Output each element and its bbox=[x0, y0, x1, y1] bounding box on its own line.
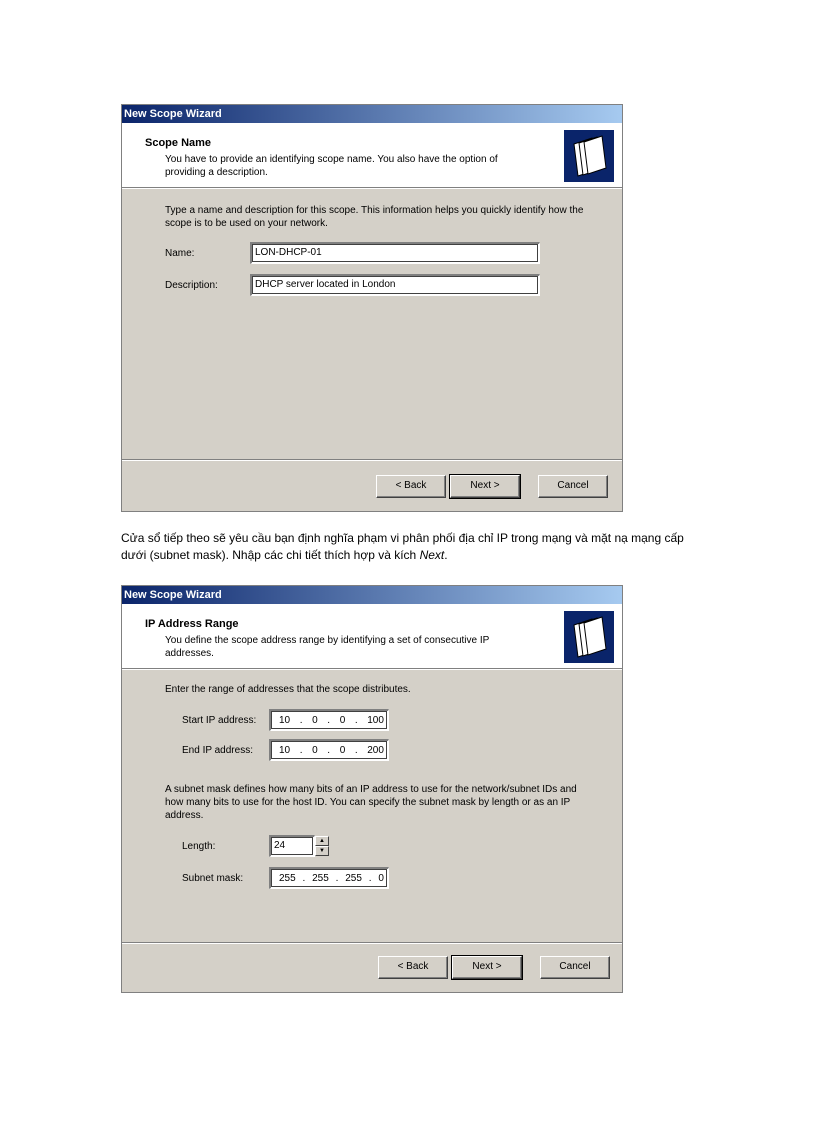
footer-separator bbox=[122, 942, 622, 944]
wizard-header bbox=[122, 123, 622, 188]
name-label: Name: bbox=[165, 248, 195, 259]
ip-octet: 0 bbox=[339, 714, 346, 726]
ip-octet: 0 bbox=[312, 744, 318, 756]
wizard-body bbox=[122, 188, 622, 466]
length-spinner[interactable] bbox=[315, 836, 329, 856]
folders-icon bbox=[564, 130, 614, 182]
description-input[interactable]: DHCP server located in London bbox=[250, 274, 540, 296]
scope-name-wizard-window bbox=[121, 104, 623, 512]
cancel-button[interactable]: Cancel bbox=[538, 475, 608, 498]
wizard-body bbox=[122, 669, 622, 947]
folders-icon bbox=[564, 611, 614, 663]
ip-octet: 255 bbox=[345, 872, 362, 884]
header-title: IP Address Range bbox=[145, 618, 239, 630]
ip-octet: 0 bbox=[312, 714, 318, 726]
intro-text: Type a name and description for this scope. This information helps you quickly identify how the scope is to be used on your network. bbox=[165, 205, 584, 229]
start-ip-label: Start IP address: bbox=[182, 715, 257, 726]
paragraph-emphasis: Next bbox=[419, 548, 445, 562]
wizard-header bbox=[122, 604, 622, 669]
ip-octet: 10 bbox=[279, 714, 291, 726]
subnet-mask-input[interactable]: 255 . 255 . 255 . 0 bbox=[269, 867, 389, 889]
ip-octet: 0 bbox=[339, 744, 346, 756]
footer-separator bbox=[122, 459, 622, 461]
ip-octet: 100 bbox=[367, 714, 384, 726]
header-description: You have to provide an identifying scope name. You also have the option of providing a description. bbox=[165, 154, 498, 178]
ip-octet: 255 bbox=[312, 872, 329, 884]
ip-range-wizard-window bbox=[121, 585, 623, 993]
end-ip-input[interactable]: 10 . 0 . 0 . 200 bbox=[269, 739, 389, 761]
paragraph-end: . bbox=[444, 548, 448, 562]
description-label: Description: bbox=[165, 280, 218, 291]
ip-octet: 200 bbox=[367, 744, 384, 756]
back-button[interactable]: < Back bbox=[378, 956, 448, 979]
length-label: Length: bbox=[182, 841, 216, 852]
back-button[interactable]: < Back bbox=[376, 475, 446, 498]
window-title: New Scope Wizard bbox=[122, 586, 622, 604]
next-button[interactable]: Next > bbox=[452, 956, 522, 979]
end-ip-label: End IP address: bbox=[182, 745, 253, 756]
ip-octet: 10 bbox=[279, 744, 291, 756]
spin-down-icon[interactable]: ▼ bbox=[315, 846, 329, 856]
header-description: You define the scope address range by identifying a set of consecutive IP addresses. bbox=[165, 635, 490, 659]
subnet-mask-label: Subnet mask: bbox=[182, 873, 244, 884]
intro-text: Enter the range of addresses that the scope distributes. bbox=[165, 684, 411, 695]
cancel-button[interactable]: Cancel bbox=[540, 956, 610, 979]
ip-octet: 0 bbox=[378, 872, 384, 884]
next-button[interactable]: Next > bbox=[450, 475, 520, 498]
ip-octet: 255 bbox=[279, 872, 296, 884]
name-input[interactable]: LON-DHCP-01 bbox=[250, 242, 540, 264]
start-ip-input[interactable]: 10 . 0 . 0 . 100 bbox=[269, 709, 389, 731]
subnet-explanation: A subnet mask defines how many bits of an IP address to use for the network/subnet IDs and how many bits to use for the host ID. You can specify the subnet mask by length or as an IP address. bbox=[165, 784, 577, 821]
length-input[interactable]: 24 bbox=[269, 835, 315, 857]
header-title: Scope Name bbox=[145, 137, 212, 149]
paragraph-text: Cửa sổ tiếp theo sẽ yêu cầu bạn định nghĩa phạm vi phân phối địa chỉ IP trong mạng và mặt nạ mạng cấp dưới (subnet mask). Nhập các chi tiết thích hợp và kích bbox=[121, 531, 684, 562]
spin-up-icon[interactable]: ▲ bbox=[315, 836, 329, 846]
window-title: New Scope Wizard bbox=[122, 105, 622, 123]
instruction-paragraph bbox=[121, 530, 701, 564]
